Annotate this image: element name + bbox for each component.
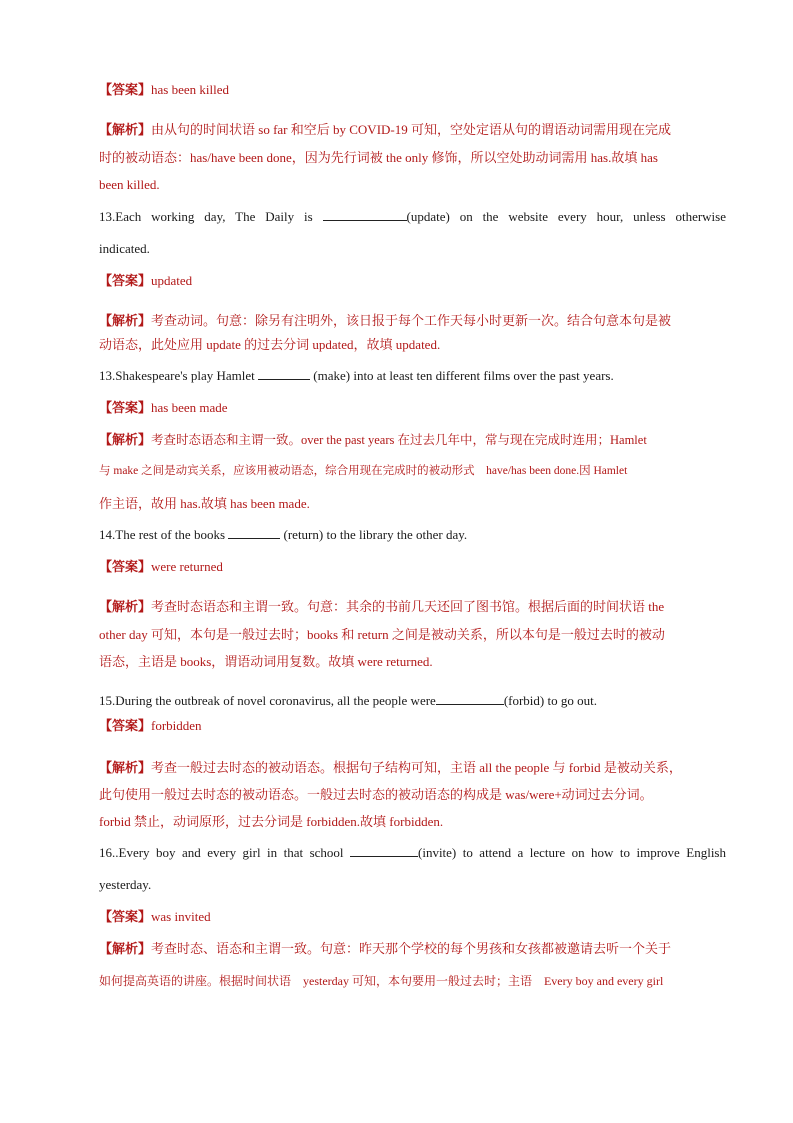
- q14-analysis-line-1: [99, 598, 726, 616]
- q13b-analysis-line-2: 与 make 之间是动宾关系，应该用被动语态，综合用现在完成时的被动形式 have/has been done.因 Hamlet: [99, 465, 628, 477]
- analysis-text: 考查时态语态和主谓一致。句意：其余的书前几天还回了图书馆。根据后面的时间状语 the: [151, 599, 665, 614]
- q15-answer: [99, 717, 726, 735]
- stem-text: 16..Every boy and every girl in that school: [99, 845, 350, 860]
- q14-stem: [99, 526, 726, 544]
- stem-text: (update) on the website every hour, unless otherwise: [406, 209, 727, 224]
- analysis-label: 【解析】: [99, 432, 152, 447]
- answer-text: has been made: [151, 400, 228, 415]
- q15-stem: [99, 692, 726, 710]
- stem-text: (forbid) to go out.: [503, 693, 597, 708]
- stem-text: 14.The rest of the books: [99, 527, 229, 542]
- stem-text: (make) into at least ten different films over the past years.: [310, 368, 614, 383]
- stem-text: (return) to the library the other day.: [280, 527, 468, 542]
- q15-analysis-line-1: [99, 759, 726, 777]
- q13a-answer: [99, 272, 726, 290]
- answer-label: 【答案】: [99, 400, 152, 415]
- analysis-label: 【解析】: [99, 122, 152, 137]
- analysis-text: 考查一般过去时态的被动语态。根据句子结构可知，主语 all the people 与 forbid 是被动关系，: [151, 760, 682, 775]
- analysis-text: 由从句的时间状语 so far 和空后 by COVID-19 可知，空处定语从句的谓语动词需用现在完成: [151, 122, 671, 137]
- stem-text: (invite) to attend a lecture on how to improve English: [418, 845, 726, 860]
- stem-text: 15.During the outbreak of novel coronavirus, all the people were: [99, 693, 436, 708]
- q12-analysis-line-2: 时的被动语态：has/have been done，因为先行词被 the only 修饰，所以空处助动词需用 has.故填 has: [99, 150, 658, 165]
- answer-text: were returned: [151, 559, 223, 574]
- q14-analysis-line-3: 语态，主语是 books，谓语动词用复数。故填 were returned.: [99, 654, 433, 669]
- answer-text: was invited: [151, 909, 211, 924]
- stem-text: 13.Each working day, The Daily is: [99, 209, 323, 224]
- analysis-label: 【解析】: [99, 941, 152, 956]
- answer-blank[interactable]: [436, 692, 504, 705]
- analysis-label: 【解析】: [99, 599, 152, 614]
- answer-label: 【答案】: [99, 559, 152, 574]
- q14-analysis-line-2: other day 可知，本句是一般过去时；books 和 return 之间是被动关系，所以本句是一般过去时的被动: [99, 627, 665, 642]
- answer-blank[interactable]: [350, 844, 418, 857]
- q15-analysis-line-2: 此句使用一般过去时态的被动语态。一般过去时态的被动语态的构成是 was/were+动词过去分词。: [99, 787, 653, 802]
- q12-answer: [99, 81, 726, 99]
- q13a-analysis-line-2: 动语态，此处应用 update 的过去分词 updated，故填 updated.: [99, 337, 441, 352]
- stem-text: 13.Shakespeare's play Hamlet: [99, 368, 259, 383]
- q12-analysis-line-3: been killed.: [99, 177, 160, 192]
- q13b-analysis-line-1: [99, 431, 726, 449]
- q14-answer: [99, 558, 726, 576]
- q13a-stem-line-1: [99, 208, 726, 226]
- answer-label: 【答案】: [99, 718, 152, 733]
- q13a-stem-line-2: indicated.: [99, 241, 150, 256]
- answer-blank[interactable]: [228, 526, 280, 539]
- q15-analysis-line-3: forbid 禁止，动词原形，过去分词是 forbidden.故填 forbidden.: [99, 814, 444, 829]
- answer-text: updated: [151, 273, 193, 288]
- q16-stem-line-2: yesterday.: [99, 877, 152, 892]
- answer-label: 【答案】: [99, 909, 152, 924]
- q16-stem-line-1: [99, 844, 726, 862]
- analysis-text: 考查时态语态和主谓一致。over the past years 在过去几年中，常与现在完成时连用；Hamlet: [151, 433, 647, 447]
- answer-text: has been killed: [151, 82, 229, 97]
- analysis-text: 考查动词。句意：除另有注明外，该日报于每个工作天每小时更新一次。结合句意本句是被: [151, 313, 672, 328]
- analysis-label: 【解析】: [99, 313, 152, 328]
- q16-answer: [99, 908, 726, 926]
- q16-analysis-line-1: [99, 940, 726, 958]
- q12-analysis-line-1: [99, 121, 726, 139]
- q16-analysis-line-2: 如何提高英语的讲座。根据时间状语 yesterday 可知，本句要用一般过去时；主语 Every boy and every girl: [99, 974, 664, 988]
- q13b-stem: [99, 367, 726, 385]
- answer-label: 【答案】: [99, 82, 152, 97]
- q13b-analysis-line-3: 作主语，故用 has.故填 has been made.: [99, 496, 310, 511]
- analysis-label: 【解析】: [99, 760, 152, 775]
- answer-text: forbidden: [151, 718, 202, 733]
- answer-blank[interactable]: [323, 208, 407, 221]
- answer-blank[interactable]: [258, 367, 310, 380]
- answer-label: 【答案】: [99, 273, 152, 288]
- q13a-analysis-line-1: [99, 312, 726, 330]
- q13b-answer: [99, 399, 726, 417]
- analysis-text: 考查时态、语态和主谓一致。句意：昨天那个学校的每个男孩和女孩都被邀请去听一个关于: [151, 941, 672, 956]
